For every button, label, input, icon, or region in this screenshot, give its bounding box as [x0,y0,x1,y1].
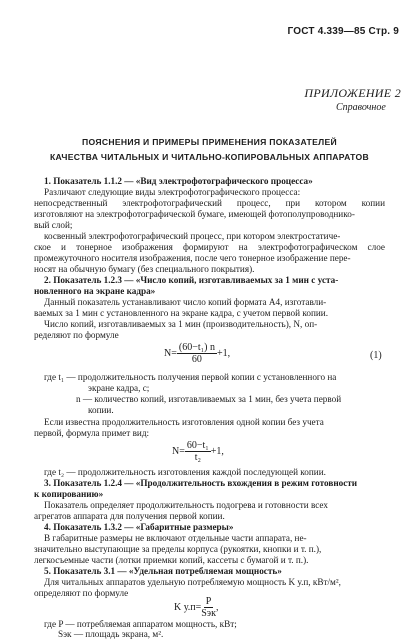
s5-heading: 5. Показатель 3.1 — «Удельная потребляемая мощность» [44,566,282,576]
s1-line: промежуточного носителя изображения, после чего тонерное изображение пере- [34,253,351,263]
formula-2 [172,440,224,463]
s3-heading: к копированию» [34,489,104,499]
s2-where: где t₁ — продолжительность получения первой копии с установленного на [44,372,337,382]
s2-heading: новленного на экране кадра» [34,286,156,296]
s2-line: Если известна продолжительность изготовления одной копии без учета [44,417,324,427]
s2-where: экране кадра, с; [88,383,150,393]
formula-2-lhs: N= [172,445,185,457]
section-title-line-2: КАЧЕСТВА ЧИТАЛЬНЫХ И ЧИТАЛЬНО-КОПИРОВАЛЬНЫХ АППАРАТОВ [50,152,369,162]
formula-3-rhs: , [215,601,219,613]
s1-line: вый слой; [34,220,73,230]
formula-1-number: (1) [370,350,382,361]
formula-3 [174,596,218,619]
formula-2-denominator: t₂ [194,452,201,463]
s5-where: Sэк — площадь экрана, м². [58,629,164,639]
s2-line: ределяют по формуле [34,330,119,340]
formula-3-lhs: K у.п= [174,601,202,613]
formula-1-numerator: (60−t₁) n [178,342,215,353]
s5-line: определяют по формуле [34,588,129,598]
formula-1-fraction [177,342,217,365]
s1-line: непосредственный электрофотографический процесс, при котором копии [34,198,385,208]
s1-line: Различают следующие виды электрофотографического процесса: [44,187,301,197]
s2-where: n — количество копий, изготавливаемых за 1 мин, без учета первой [76,394,342,404]
s1-heading: 1. Показатель 1.1.2 — «Вид электрофотографического процесса» [44,176,313,186]
s3-line: Показатель определяет продолжительность подогрева и готовности всех [44,500,328,510]
section-title-line-1: ПОЯСНЕНИЯ И ПРИМЕРЫ ПРИМЕНЕНИЯ ПОКАЗАТЕЛЕЙ [82,137,337,147]
s2-heading: 2. Показатель 1.2.3 — «Число копий, изготавливаемых за 1 мин с уста- [44,275,339,285]
formula-1-denominator: 60 [191,354,202,365]
s2-line: Число копий, изготавливаемых за 1 мин (производительность), N, оп- [44,319,318,329]
page-header: ГОСТ 4.339—85 Стр. 9 [287,26,399,37]
s3-line: агрегатов аппарата для получения первой копии. [34,511,225,521]
formula-1 [164,342,230,365]
formula-2-rhs: +1, [210,445,224,457]
s2-line: Данный показатель устанавливают число копий формата А4, изготавли- [44,297,327,307]
s1-line: изготовляют на электрофотографической бумаге, имеющей фотополупроводнико- [34,209,355,219]
s3-heading: 3. Показатель 1.2.4 — «Продолжительность вхождения в режим готовности [44,478,358,488]
s2-line: ваемых за 1 мин с установленного на экране кадра, с учетом первой копии. [34,308,328,318]
s4-heading: 4. Показатель 1.3.2 — «Габаритные размеры» [44,522,234,532]
formula-3-fraction [201,596,216,619]
appendix-label: ПРИЛОЖЕНИЕ 2 [304,86,401,100]
formula-3-denominator: Sэк [201,608,216,619]
s1-line: носят на обычную бумагу (без специального покрытия). [34,264,255,274]
formula-2-fraction [185,440,211,463]
s4-line: значительно выступающие за пределы корпуса (рукоятки, кнопки и т. п.), [34,544,322,554]
s2-line: первой, формула примет вид: [34,428,150,438]
s5-line: Для читальных аппаратов удельную потребляемую мощность K у.п, кВт/м², [44,577,341,587]
s5-where: где P — потребляемая аппаратом мощность, кВт; [44,619,237,629]
s1-line: ское и тонерное изображения формируют на электрофотографическом слое [34,242,385,252]
appendix-type: Справочное [336,102,386,113]
s4-line: В габаритные размеры не включают отдельные части аппарата, не- [44,533,307,543]
s4-line: легкосъемные части (лотки приемки копий, кассеты с бумагой и т. п.). [34,555,309,565]
s1-line: косвенный электрофотографический процесс, при котором электростатиче- [44,231,341,241]
formula-2-numerator: 60−t₁ [186,440,209,451]
formula-1-rhs: +1, [216,347,231,359]
s2-where: где t₂ — продолжительность изготовления каждой последующей копии. [44,467,326,477]
formula-3-numerator: P [205,596,212,607]
s2-where: копии. [88,405,114,415]
formula-1-lhs: N= [164,347,177,359]
